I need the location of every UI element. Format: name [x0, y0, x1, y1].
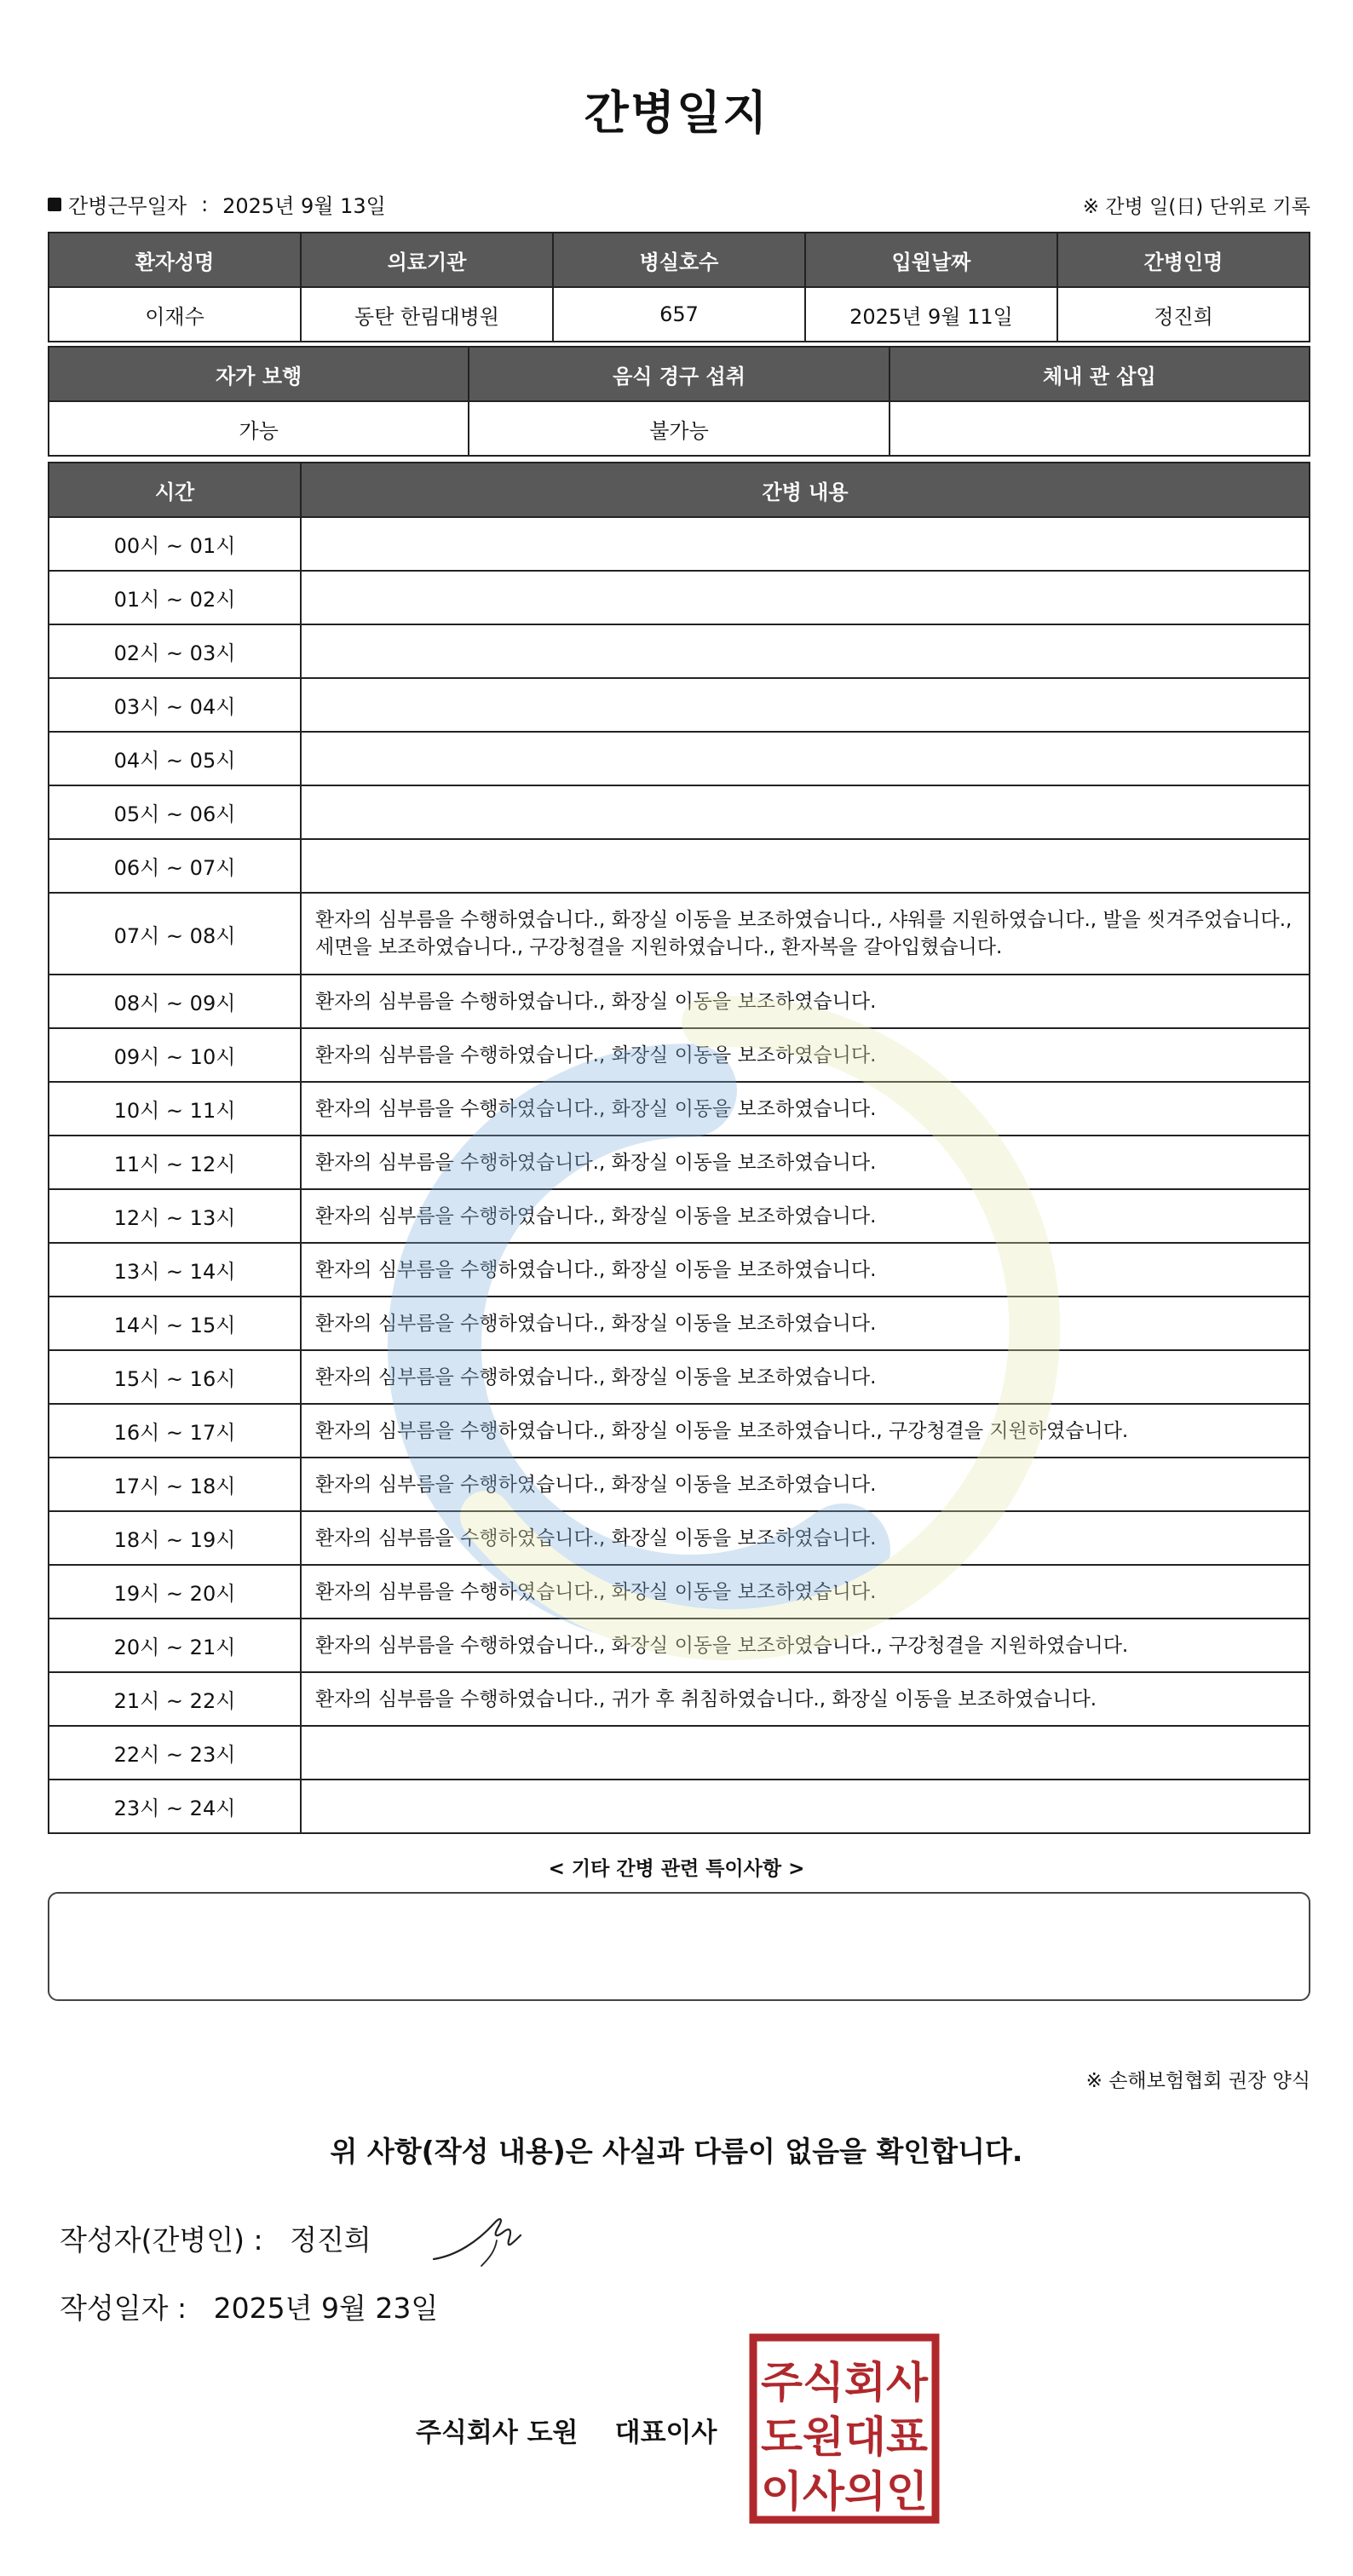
care-log-header-row [49, 463, 1310, 517]
header-care-content: 간병 내용 [301, 463, 1310, 517]
log-content-cell [301, 839, 1310, 893]
care-log-row [49, 1458, 1310, 1511]
care-log-row [49, 893, 1310, 975]
log-content-cell: 환자의 심부름을 수행하였습니다., 화장실 이동을 보조하였습니다. [301, 1511, 1310, 1565]
company-line [416, 2411, 717, 2449]
other-notes-title: < 기타 간병 관련 특이사항 > [548, 1858, 805, 1880]
written-date-label: 작성일자 : [60, 2291, 187, 2325]
care-log-row [49, 785, 1310, 839]
care-log-row [49, 517, 1310, 571]
care-log-row [49, 1189, 1310, 1243]
patient-info-header-row [49, 233, 1310, 287]
log-content-cell: 환자의 심부름을 수행하였습니다., 화장실 이동을 보조하였습니다. [301, 1350, 1310, 1404]
other-notes-box [48, 1892, 1310, 2001]
care-log-row [49, 1028, 1310, 1082]
log-time-cell: 05시 ~ 06시 [49, 785, 301, 839]
log-content-cell [301, 517, 1310, 571]
header-caregiver-name: 간병인명 [1057, 233, 1310, 287]
tube-insertion-value [890, 401, 1310, 456]
log-content-cell [301, 1780, 1310, 1833]
log-time-cell: 12시 ~ 13시 [49, 1189, 301, 1243]
confirmation-statement: 위 사항(작성 내용)은 사실과 다름이 없음을 확인합니다. [330, 2135, 1023, 2168]
log-time-cell: 02시 ~ 03시 [49, 624, 301, 678]
log-time-cell: 08시 ~ 09시 [49, 975, 301, 1028]
care-log-row [49, 839, 1310, 893]
log-time-cell: 21시 ~ 22시 [49, 1672, 301, 1726]
patient-name: 이재수 [49, 287, 301, 342]
room-number: 657 [553, 287, 805, 342]
oral-intake-value: 불가능 [469, 401, 889, 456]
care-log-row [49, 624, 1310, 678]
log-content-cell: 환자의 심부름을 수행하였습니다., 화장실 이동을 보조하였습니다. [301, 1136, 1310, 1189]
care-log-row [49, 975, 1310, 1028]
care-log-row [49, 1780, 1310, 1833]
document-title: 간병일지 [584, 86, 769, 140]
log-content-cell [301, 571, 1310, 624]
log-time-cell: 03시 ~ 04시 [49, 678, 301, 732]
log-content-cell: 환자의 심부름을 수행하였습니다., 화장실 이동을 보조하였습니다. [301, 1082, 1310, 1136]
writer-label: 작성자(간병인) : [60, 2223, 263, 2257]
institution: 동탄 한림대병원 [301, 287, 553, 342]
signature-icon [430, 2206, 537, 2274]
log-time-cell: 23시 ~ 24시 [49, 1780, 301, 1833]
record-unit-note: ※ 간병 일(日) 단위로 기록 [1082, 196, 1310, 218]
patient-info-value-row [49, 287, 1310, 342]
log-time-cell: 13시 ~ 14시 [49, 1243, 301, 1297]
log-content-cell: 환자의 심부름을 수행하였습니다., 화장실 이동을 보조하였습니다. [301, 1243, 1310, 1297]
log-content-cell: 환자의 심부름을 수행하였습니다., 화장실 이동을 보조하였습니다. [301, 1565, 1310, 1619]
svg-text:주식회사: 주식회사 [761, 2358, 929, 2407]
care-log-row [49, 1350, 1310, 1404]
header-oral-intake: 음식 경구 섭취 [469, 347, 889, 401]
log-content-cell [301, 785, 1310, 839]
log-content-cell: 환자의 심부름을 수행하였습니다., 화장실 이동을 보조하였습니다. [301, 1297, 1310, 1350]
status-value-row [49, 401, 1310, 456]
header-patient-name: 환자성명 [49, 233, 301, 287]
log-content-cell: 환자의 심부름을 수행하였습니다., 화장실 이동을 보조하였습니다. [301, 1189, 1310, 1243]
care-log-row [49, 1511, 1310, 1565]
svg-text:도원대표: 도원대표 [761, 2412, 929, 2462]
writer-name: 정진희 [290, 2223, 371, 2257]
log-time-cell: 11시 ~ 12시 [49, 1136, 301, 1189]
log-content-cell: 환자의 심부름을 수행하였습니다., 화장실 이동을 보조하였습니다., 샤워를 지원하였습니다., 발을 씻겨주었습니다., 세면을 보조하였습니다., 구강청결을 지원하였습니다., 환자복을 갈아입혔습니다. [301, 893, 1310, 975]
log-content-cell: 환자의 심부름을 수행하였습니다., 화장실 이동을 보조하였습니다., 구강청결을 지원하였습니다. [301, 1619, 1310, 1672]
patient-info-table [48, 232, 1310, 342]
admission-date: 2025년 9월 11일 [805, 287, 1057, 342]
written-date-value: 2025년 9월 23일 [213, 2291, 439, 2325]
care-log-table [48, 462, 1310, 1834]
log-content-cell [301, 624, 1310, 678]
patient-status-table [48, 346, 1310, 457]
log-content-cell: 환자의 심부름을 수행하였습니다., 화장실 이동을 보조하였습니다. [301, 1458, 1310, 1511]
work-date-value: 2025년 9월 13일 [222, 194, 386, 218]
log-time-cell: 15시 ~ 16시 [49, 1350, 301, 1404]
log-content-cell [301, 678, 1310, 732]
log-time-cell: 18시 ~ 19시 [49, 1511, 301, 1565]
log-time-cell: 14시 ~ 15시 [49, 1297, 301, 1350]
ceo-label: 대표이사 [614, 2418, 717, 2448]
log-time-cell: 17시 ~ 18시 [49, 1458, 301, 1511]
care-log-row [49, 1136, 1310, 1189]
care-log-row [49, 1243, 1310, 1297]
self-walking-value: 가능 [49, 401, 469, 456]
work-date-label: 간병근무일자 [68, 194, 187, 218]
work-date-line [48, 189, 386, 219]
log-time-cell: 09시 ~ 10시 [49, 1028, 301, 1082]
log-time-cell: 16시 ~ 17시 [49, 1404, 301, 1458]
log-time-cell: 00시 ~ 01시 [49, 517, 301, 571]
writer-line [60, 2218, 371, 2258]
log-time-cell: 19시 ~ 20시 [49, 1565, 301, 1619]
log-time-cell: 22시 ~ 23시 [49, 1726, 301, 1780]
company-seal-icon [748, 2332, 941, 2525]
log-time-cell: 07시 ~ 08시 [49, 893, 301, 975]
svg-text:이사의인: 이사의인 [761, 2467, 928, 2516]
care-log-row [49, 732, 1310, 785]
written-date-line [60, 2286, 438, 2326]
care-log-row [49, 1565, 1310, 1619]
log-time-cell: 06시 ~ 07시 [49, 839, 301, 893]
header-time: 시간 [49, 463, 301, 517]
log-content-cell: 환자의 심부름을 수행하였습니다., 화장실 이동을 보조하였습니다. [301, 975, 1310, 1028]
care-log-row [49, 1619, 1310, 1672]
care-log-row [49, 678, 1310, 732]
log-time-cell: 20시 ~ 21시 [49, 1619, 301, 1672]
log-time-cell: 01시 ~ 02시 [49, 571, 301, 624]
care-log-row [49, 1297, 1310, 1350]
log-content-cell: 환자의 심부름을 수행하였습니다., 화장실 이동을 보조하였습니다., 구강청결을 지원하였습니다. [301, 1404, 1310, 1458]
log-content-cell: 환자의 심부름을 수행하였습니다., 귀가 후 취침하였습니다., 화장실 이동을 보조하였습니다. [301, 1672, 1310, 1726]
care-log-row [49, 1082, 1310, 1136]
work-date-separator: : [201, 192, 209, 216]
company-name: 주식회사 도원 [416, 2418, 579, 2448]
log-time-cell: 04시 ~ 05시 [49, 732, 301, 785]
care-log-row [49, 1672, 1310, 1726]
log-content-cell [301, 1726, 1310, 1780]
status-header-row [49, 347, 1310, 401]
log-content-cell: 환자의 심부름을 수행하였습니다., 화장실 이동을 보조하였습니다. [301, 1028, 1310, 1082]
log-content-cell [301, 732, 1310, 785]
header-self-walking: 자가 보행 [49, 347, 469, 401]
care-log-row [49, 1726, 1310, 1780]
square-bullet-icon [48, 198, 61, 211]
care-log-row [49, 571, 1310, 624]
header-institution: 의료기관 [301, 233, 553, 287]
recommended-format-note: ※ 손해보험협회 권장 양식 [1085, 2070, 1310, 2092]
header-admission-date: 입원날짜 [805, 233, 1057, 287]
caregiver-name: 정진희 [1057, 287, 1310, 342]
log-time-cell: 10시 ~ 11시 [49, 1082, 301, 1136]
header-room-number: 병실호수 [553, 233, 805, 287]
care-log-row [49, 1404, 1310, 1458]
header-tube-insertion: 체내 관 삽입 [890, 347, 1310, 401]
